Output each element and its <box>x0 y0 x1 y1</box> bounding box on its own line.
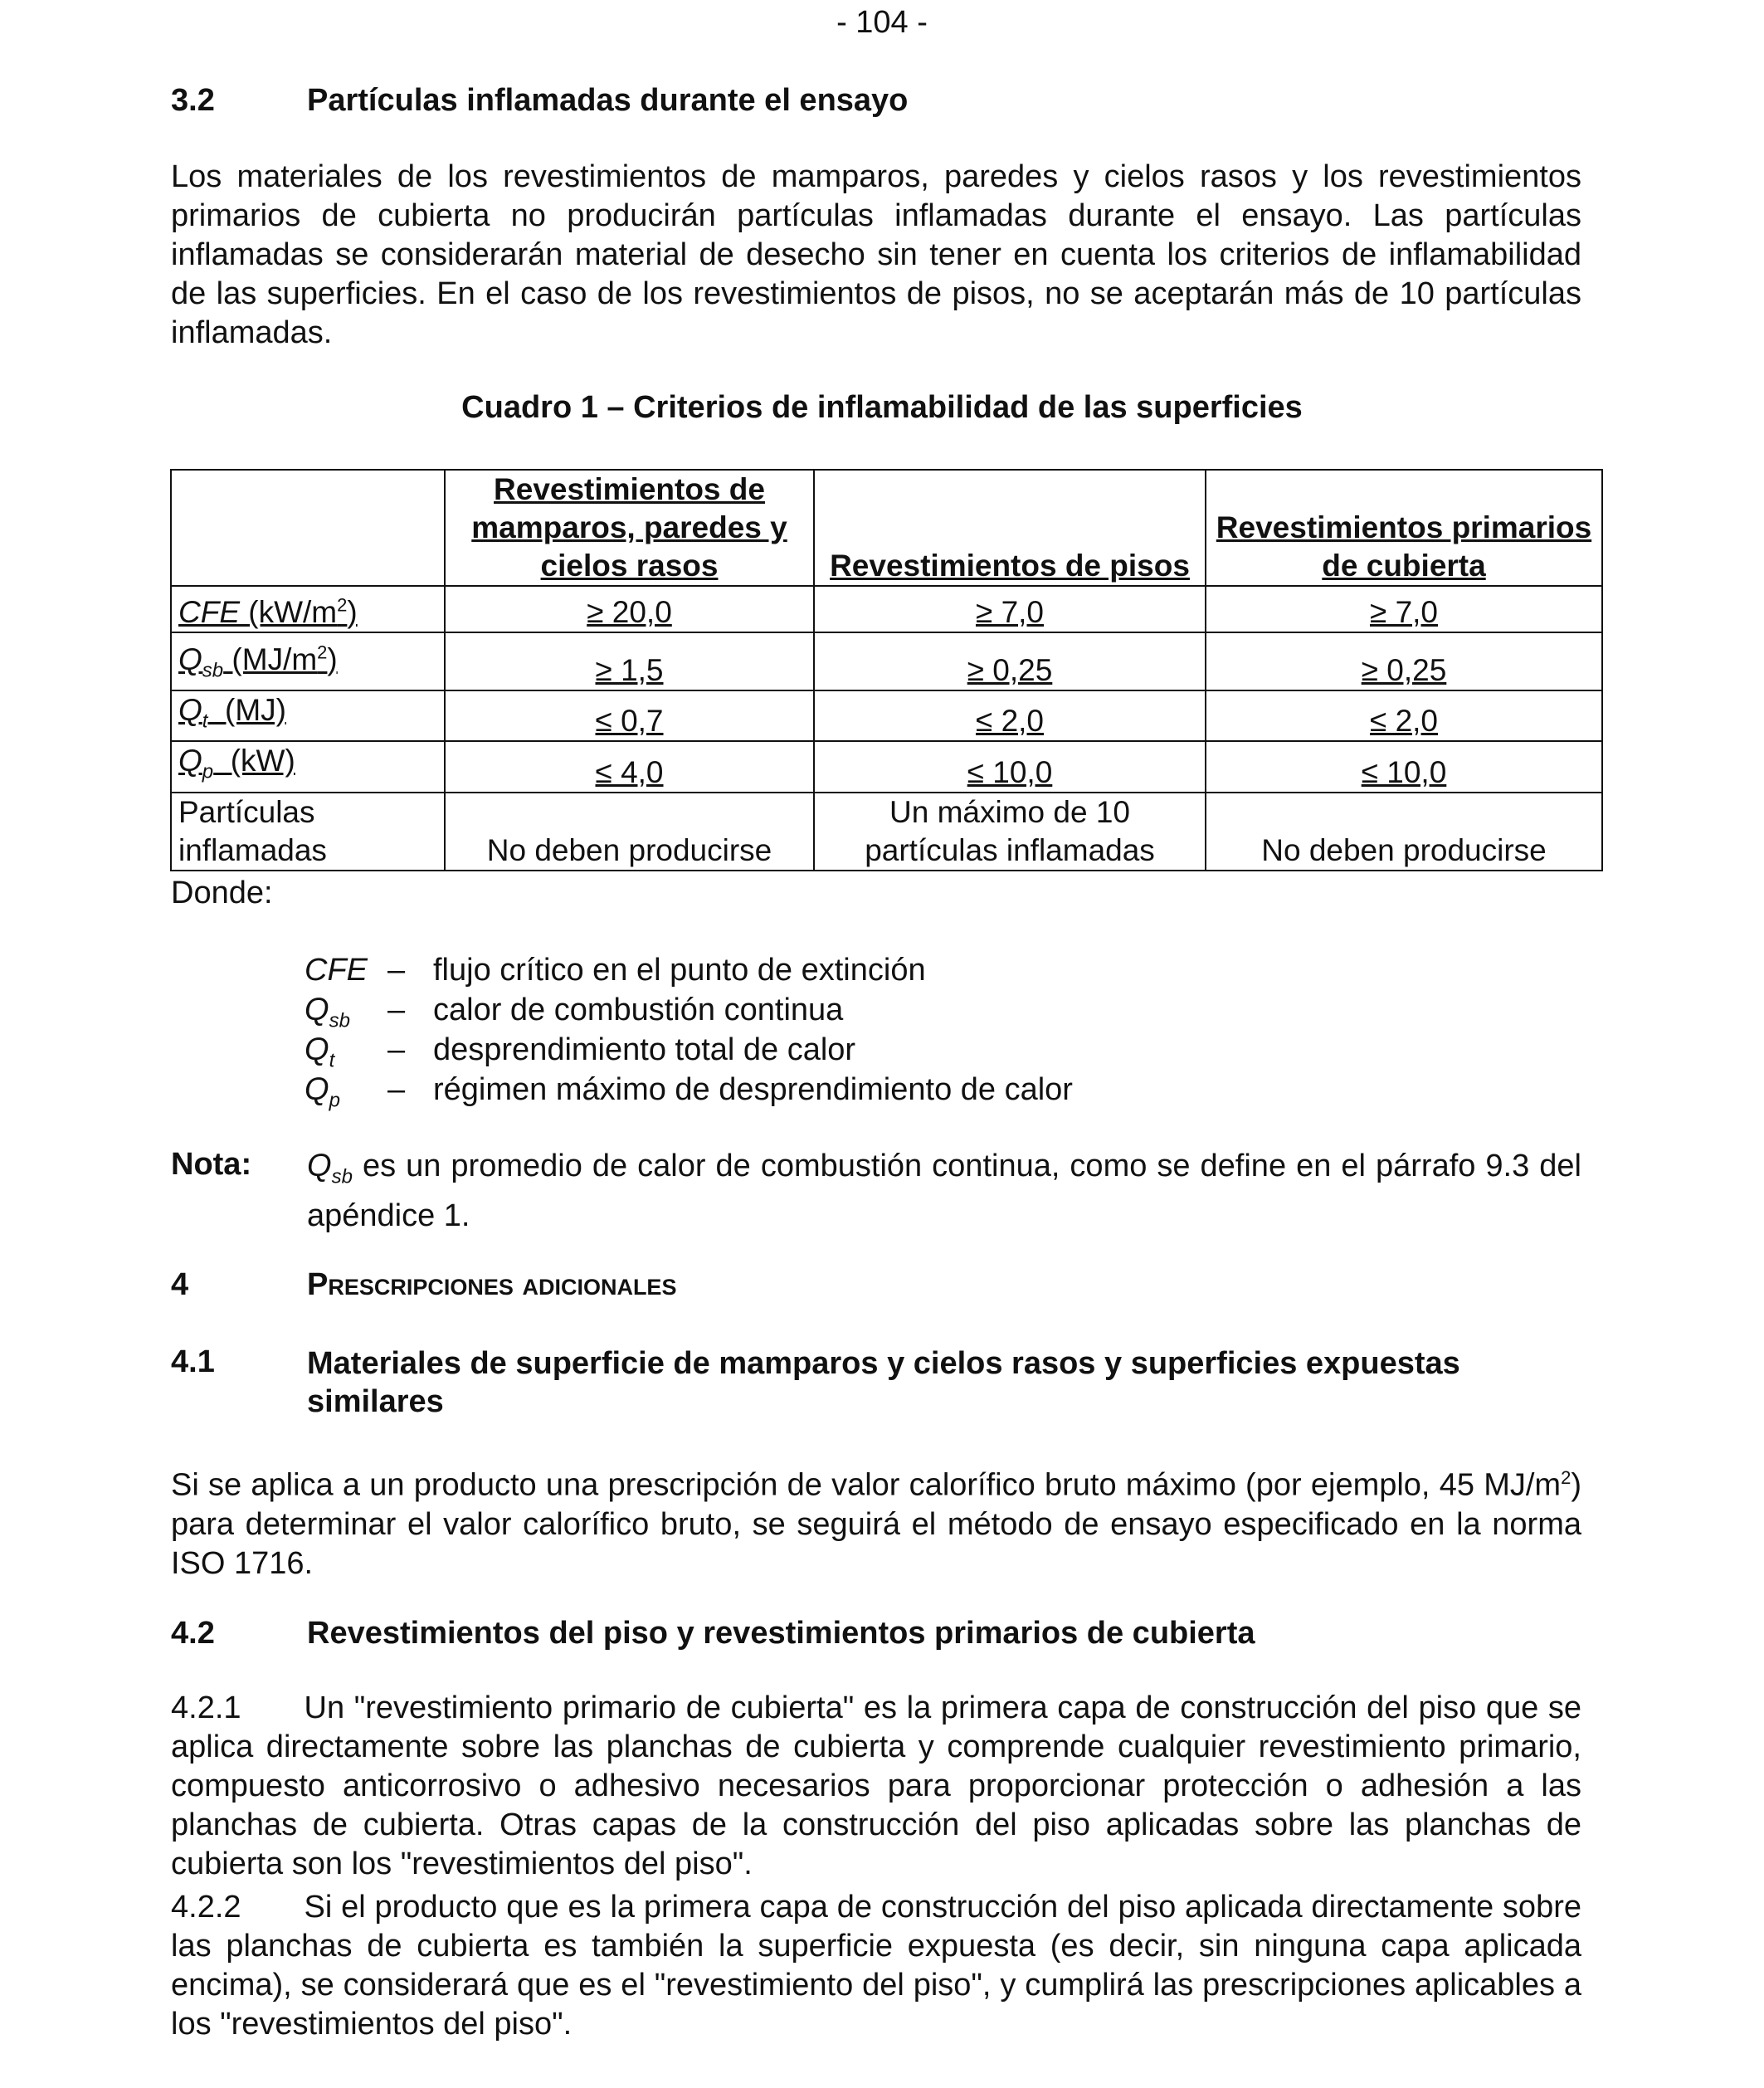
section-title: Partículas inflamadas durante el ensayo <box>307 83 909 118</box>
section-number: 3.2 <box>171 83 215 118</box>
row-label: Partículas inflamadas <box>171 793 445 871</box>
table-row <box>171 793 1602 871</box>
section-number: 4 <box>171 1267 189 1302</box>
paragraph-4-2-2: 4.2.2 Si el producto que es la primera capa de construcción del piso aplicada directamente sobre las planchas de cubierta es también la superficie expuesta (es decir, sin ninguna capa aplicada encima), se considerará que es el "revestimiento del piso", y cumplirá las prescripciones aplicables a los "revestimientos del piso". <box>171 1890 1581 2042</box>
section-4-1-heading <box>171 1344 1581 1427</box>
definition-symbol: $Q_p$ <box>305 1072 340 1112</box>
row-label: CFE $(kW/m^2)$ <box>171 586 445 632</box>
definition-text: flujo crítico en el punto de extinción <box>433 953 926 988</box>
definition-item: CFE – flujo crítico en el punto de extinción <box>305 950 1300 990</box>
table-cell: ≥ 20,0 <box>445 586 814 632</box>
table-cell: No deben producirse <box>445 793 814 871</box>
table-row <box>171 741 1602 792</box>
section-number: 4.2 <box>171 1616 215 1651</box>
table-cell: ≤ 0,7 <box>445 690 814 741</box>
table-row <box>171 690 1602 741</box>
table-header-cell <box>171 470 445 586</box>
section-title: Revestimientos del piso y revestimientos primarios de cubierta <box>307 1616 1255 1651</box>
row-label: $Q_{sb}$ $(MJ/m^2)$ <box>171 632 445 690</box>
section-title: Materiales de superficie de mamparos y cielos rasos y superficies expuestas similares <box>307 1346 1460 1419</box>
table-header-row <box>171 470 1602 586</box>
definition-text: régimen máximo de desprendimiento de calor <box>433 1072 1073 1107</box>
definition-symbol: $Q_t$ <box>305 1032 335 1072</box>
table-cell: ≥ 0,25 <box>1206 632 1602 690</box>
table-row <box>171 586 1602 632</box>
definition-symbol: $Q_{sb}$ <box>305 993 350 1032</box>
table-caption: Cuadro 1 – Criterios de inflamabilidad de las superficies <box>461 390 1303 425</box>
definition-item: $Q_{sb}$ – calor de combustión continua <box>305 990 1300 1030</box>
table-cell: ≥ 1,5 <box>445 632 814 690</box>
table-cell: ≤ 10,0 <box>1206 741 1602 792</box>
table-cell: ≤ 4,0 <box>445 741 814 792</box>
table-row <box>171 632 1602 690</box>
table-cell: ≤ 2,0 <box>1206 690 1602 741</box>
page-number: - 104 - <box>836 5 928 40</box>
definition-text: desprendimiento total de calor <box>433 1032 856 1067</box>
table-header-cell <box>445 470 814 586</box>
section-title: Prescripciones adicionales <box>307 1267 677 1302</box>
note-block <box>171 1147 1581 1233</box>
definition-item: $Q_t$ – desprendimiento total de calor <box>305 1030 1300 1070</box>
table-cell: No deben producirse <box>1206 793 1602 871</box>
header-text: Revestimientos de mamparos, paredes y cielos rasos <box>471 472 787 583</box>
donde-label: Donde: <box>171 876 273 910</box>
section-3-2-paragraph: Los materiales de los revestimientos de mamparos, paredes y cielos rasos y los revestimientos primarios de cubierta no producirán partículas inflamadas durante el ensayo. Las partículas inflamadas se considerarán material de desecho sin tener en cuenta los criterios de inflamabilidad de las superficies. En el caso de los revestimientos de pisos, no se aceptarán más de 10 partículas inflamadas. <box>171 159 1581 350</box>
criteria-table <box>170 469 1603 871</box>
table-cell: ≥ 7,0 <box>1206 586 1602 632</box>
note-label: Nota: <box>171 1147 252 1182</box>
definition-item: $Q_p$ – régimen máximo de desprendimiento de calor <box>305 1070 1300 1110</box>
section-4-1-paragraph: Si se aplica a un producto una prescripción de valor calorífico bruto máximo (por ejemplo, 45 $MJ/m^2$) para determinar el valor calorífico bruto, se seguirá el método de ensayo especificado en la norma ISO 1716. <box>171 1467 1581 1581</box>
table-cell: ≥ 7,0 <box>814 586 1206 632</box>
table-cell: ≤ 2,0 <box>814 690 1206 741</box>
row-label: $Q_t$ (MJ) <box>171 690 445 741</box>
table-cell: ≥ 0,25 <box>814 632 1206 690</box>
section-4-2-heading <box>171 1616 1581 1657</box>
paragraph-4-2-1: 4.2.1 Un "revestimiento primario de cubierta" es la primera capa de construcción del piso que se aplica directamente sobre las planchas de cubierta y comprende cualquier revestimiento primario, compuesto anticorrosivo o adhesivo necesarios para proporcionar protección o adhesión a las planchas de cubierta. Otras capas de la construcción del piso aplicadas sobre las planchas de cubierta son los "revestimientos del piso". <box>171 1690 1581 1881</box>
definition-text: calor de combustión continua <box>433 993 844 1027</box>
note-text: $Q_{sb}$ es un promedio de calor de combustión continua, como se define en el párrafo 9.3 del apéndice 1. <box>307 1149 1581 1233</box>
table-cell: Un máximo de 10 partículas inflamadas <box>814 793 1206 871</box>
table-header-cell <box>1206 470 1602 586</box>
definitions-list <box>305 950 1300 1116</box>
table-cell: ≤ 10,0 <box>814 741 1206 792</box>
section-4-heading <box>171 1267 1581 1309</box>
definition-symbol: CFE <box>305 953 368 988</box>
section-number: 4.1 <box>171 1344 215 1379</box>
header-text: Revestimientos de pisos <box>830 549 1190 583</box>
row-label: $Q_p$ (kW) <box>171 741 445 792</box>
table-header-cell <box>814 470 1206 586</box>
header-text: Revestimientos primarios de cubierta <box>1216 510 1592 583</box>
